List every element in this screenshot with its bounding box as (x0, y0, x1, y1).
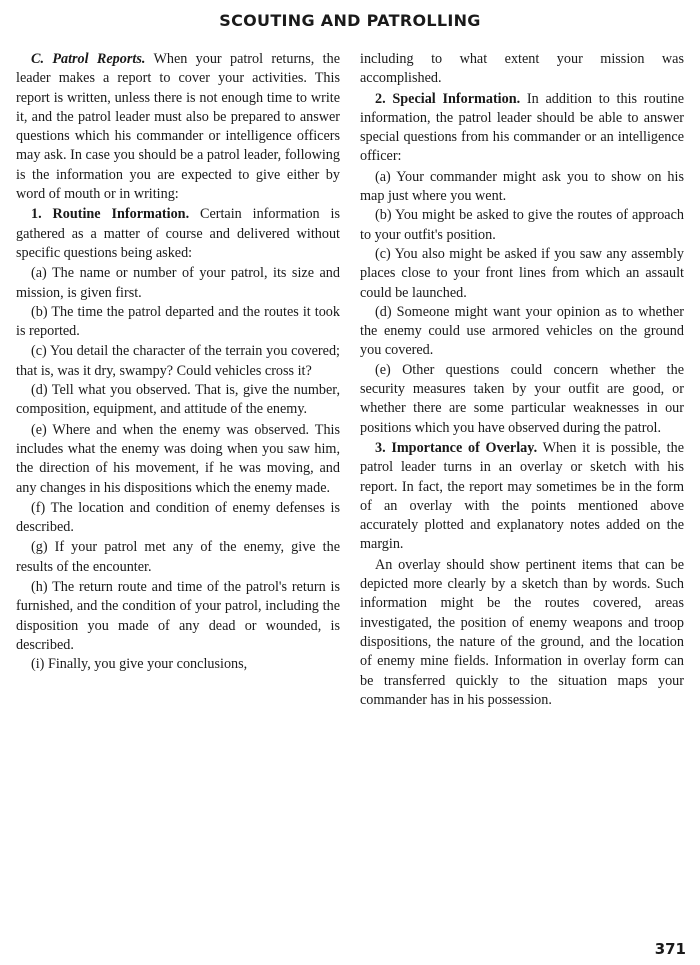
paragraph-routine-information (16, 205, 340, 263)
paragraph-importance-of-overlay (360, 439, 684, 555)
heading-patrol-reports: C. Patrol Reports. (31, 51, 146, 67)
left-column (16, 50, 340, 675)
list-item-routine-d: (d) Tell what you observed. That is, give the number, composition, equipment, and attitude of the enemy. (16, 382, 340, 418)
heading-importance-of-overlay: 3. Importance of Overlay. (375, 439, 538, 456)
list-item-special-d: (d) Someone might want your opinion as to whether the enemy could use armored vehicles on the ground you covered. (360, 303, 684, 359)
list-item-routine-g: (g) If your patrol met any of the enemy, give the results of the encounter. (16, 539, 340, 575)
right-column (360, 50, 684, 710)
list-item-routine-c: (c) You detail the character of the terrain you covered; that is, was it dry, swampy? Could vehicles cross it? (16, 343, 340, 379)
list-item-special-c: (c) You also might be asked if you saw any assembly places close to your front lines from which an assault could be launched. (360, 245, 684, 301)
list-item-special-b: (b) You might be asked to give the routes of approach to your outfit's position. (360, 207, 684, 243)
text-importance-of-overlay: When it is possible, the patrol leader turns in an overlay or sketch with his report. In fact, the report may sometimes be in the form of an overlay with the points mentioned above accurately plotted and explanatory notes added on the margin. (360, 439, 684, 553)
list-item-special-a: (a) Your commander might ask you to show on his map just where you went. (360, 168, 684, 205)
text-routine-information: Certain information is gathered as a matter of course and delivered without specific questions being asked: (16, 206, 340, 261)
list-item-routine-f: (f) The location and condition of enemy defenses is described. (16, 499, 340, 536)
paragraph-overlay-contents: An overlay should show pertinent items that can be depicted more clearly by a sketch than by words. Such information might be the routes covered, areas investigated, the position of enemy weapons and troop dispositions, the nature of the ground, and the location of enemy mine fields. Information in overlay form can be transferred quickly to the situation maps your commander has in his possession. (360, 556, 684, 708)
text-special-information: In addition to this routine information, the patrol leader should be able to answer special questions from his commander or an intelligence officer: (360, 90, 684, 165)
list-item-routine-h: (h) The return route and time of the patrol's return is furnished, and the condition of your patrol, including the disposition you made of any dead or wounded, is described. (16, 579, 340, 653)
list-item-special-e: (e) Other questions could concern whether the security measures taken by your outfit are good, or whether there are some particular weaknesses in our positions which you have observed during the patrol. (360, 361, 684, 436)
list-item-routine-b: (b) The time the patrol departed and the routes it took is reported. (16, 303, 340, 340)
list-item-routine-a: (a) The name or number of your patrol, its size and mission, is given first. (16, 265, 340, 301)
heading-special-information: 2. Special Information. (375, 90, 521, 107)
list-item-routine-e: (e) Where and when the enemy was observed. This includes what the enemy was doing when you saw him, the direction of his movement, if he was moving, and any changes in his dispositions which the enemy made. (16, 421, 340, 496)
page-number: 371 (654, 940, 686, 958)
list-item-routine-i: (i) Finally, you give your conclusions, (31, 656, 248, 673)
paragraph-patrol-reports (16, 50, 340, 204)
text-patrol-reports: When your patrol returns, the leader makes a report to cover your activities. This report is written, unless there is not enough time to write it, and the patrol leader must also be prepared to answer questions which his commander or intelligence officers may ask. In case you should be a patrol leader, following is the information you are expected to give either by word of mouth or in writing: (16, 51, 340, 203)
paragraph-continuation: including to what extent your mission was accomplished. (360, 51, 684, 87)
paragraph-special-information (360, 90, 684, 167)
heading-routine-information: 1. Routine Information. (31, 206, 190, 223)
page-title: SCOUTING AND PATROLLING (219, 11, 481, 30)
